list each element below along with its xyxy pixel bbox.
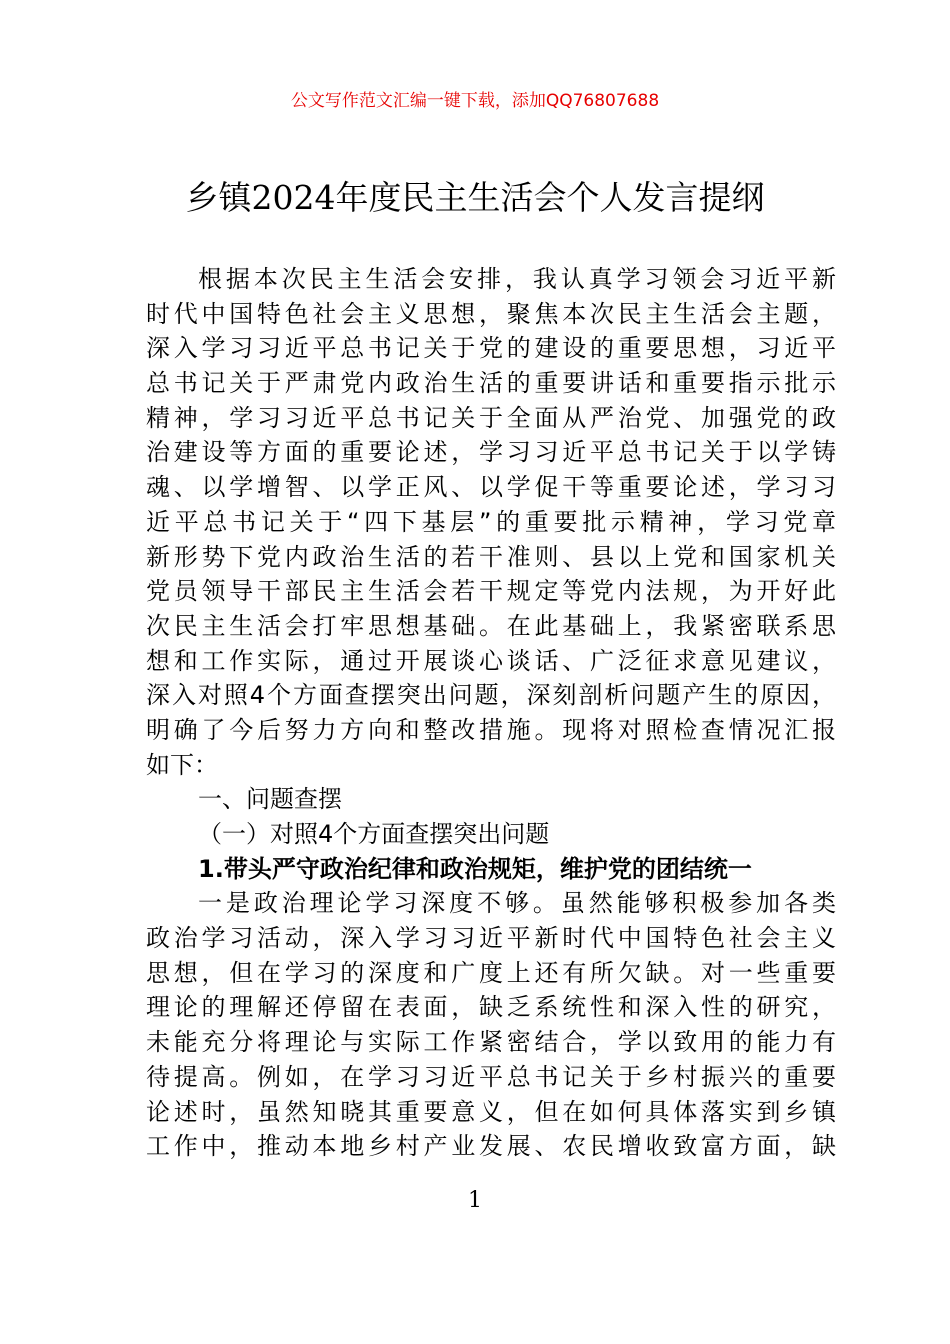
intro-line: 明确了今后努力方向和整改措施。现将对照检查情况汇报 (146, 715, 836, 744)
intro-line: 新形势下党内政治生活的若干准则、县以上党和国家机关 (146, 542, 836, 571)
item-heading: 1.带头严守政治纪律和政治规矩，维护党的团结统一 (198, 854, 752, 883)
section-heading: 一、问题查摆 (198, 785, 342, 814)
intro-line: 想和工作实际，通过开展谈心谈话、广泛征求意见建议， (146, 646, 836, 675)
header-note: 公文写作范文汇编一键下载，添加QQ76807688 (290, 91, 660, 111)
intro-line: 深入学习习近平总书记关于党的建设的重要思想，习近平 (146, 334, 836, 363)
detail-line: 一是政治理论学习深度不够。虽然能够积极参加各类 (198, 889, 836, 918)
intro-line: 总书记关于严肃党内政治生活的重要讲话和重要指示批示 (146, 369, 836, 398)
intro-line: 如下： (146, 750, 218, 779)
detail-line: 未能充分将理论与实际工作紧密结合，学以致用的能力有 (146, 1028, 836, 1057)
detail-line: 工作中，推动本地乡村产业发展、农民增收致富方面，缺 (146, 1132, 836, 1161)
intro-line: 魂、以学增智、以学正风、以学促干等重要论述，学习习 (146, 473, 836, 502)
intro-line: 次民主生活会打牢思想基础。在此基础上，我紧密联系思 (146, 611, 836, 640)
intro-line: 精神，学习习近平总书记关于全面从严治党、加强党的政 (146, 403, 836, 432)
detail-line: 思想，但在学习的深度和广度上还有所欠缺。对一些重要 (146, 958, 836, 987)
intro-line: 根据本次民主生活会安排，我认真学习领会习近平新 (198, 265, 836, 293)
intro-line: 治建设等方面的重要论述，学习习近平总书记关于以学铸 (146, 438, 836, 467)
intro-line: 近平总书记关于“四下基层”的重要批示精神，学习党章 (146, 507, 836, 536)
intro-line: 时代中国特色社会主义思想，聚焦本次民主生活会主题， (146, 299, 836, 328)
document-title: 乡镇2024年度民主生活会个人发言提纲 (185, 178, 765, 217)
detail-line: 待提高。例如，在学习习近平总书记关于乡村振兴的重要 (146, 1062, 836, 1091)
subsection-heading: （一）对照4个方面查摆突出问题 (198, 820, 550, 848)
document-body (146, 262, 836, 1164)
detail-line: 理论的理解还停留在表面，缺乏系统性和深入性的研究， (146, 993, 836, 1022)
page-number: 1 (468, 1188, 482, 1213)
intro-line: 党员领导干部民主生活会若干规定等党内法规，为开好此 (146, 577, 836, 606)
intro-line: 深入对照4个方面查摆突出问题，深刻剖析问题产生的原因， (146, 681, 836, 710)
detail-line: 论述时，虽然知晓其重要意义，但在如何具体落实到乡镇 (146, 1097, 836, 1126)
detail-line: 政治学习活动，深入学习习近平新时代中国特色社会主义 (146, 924, 836, 953)
